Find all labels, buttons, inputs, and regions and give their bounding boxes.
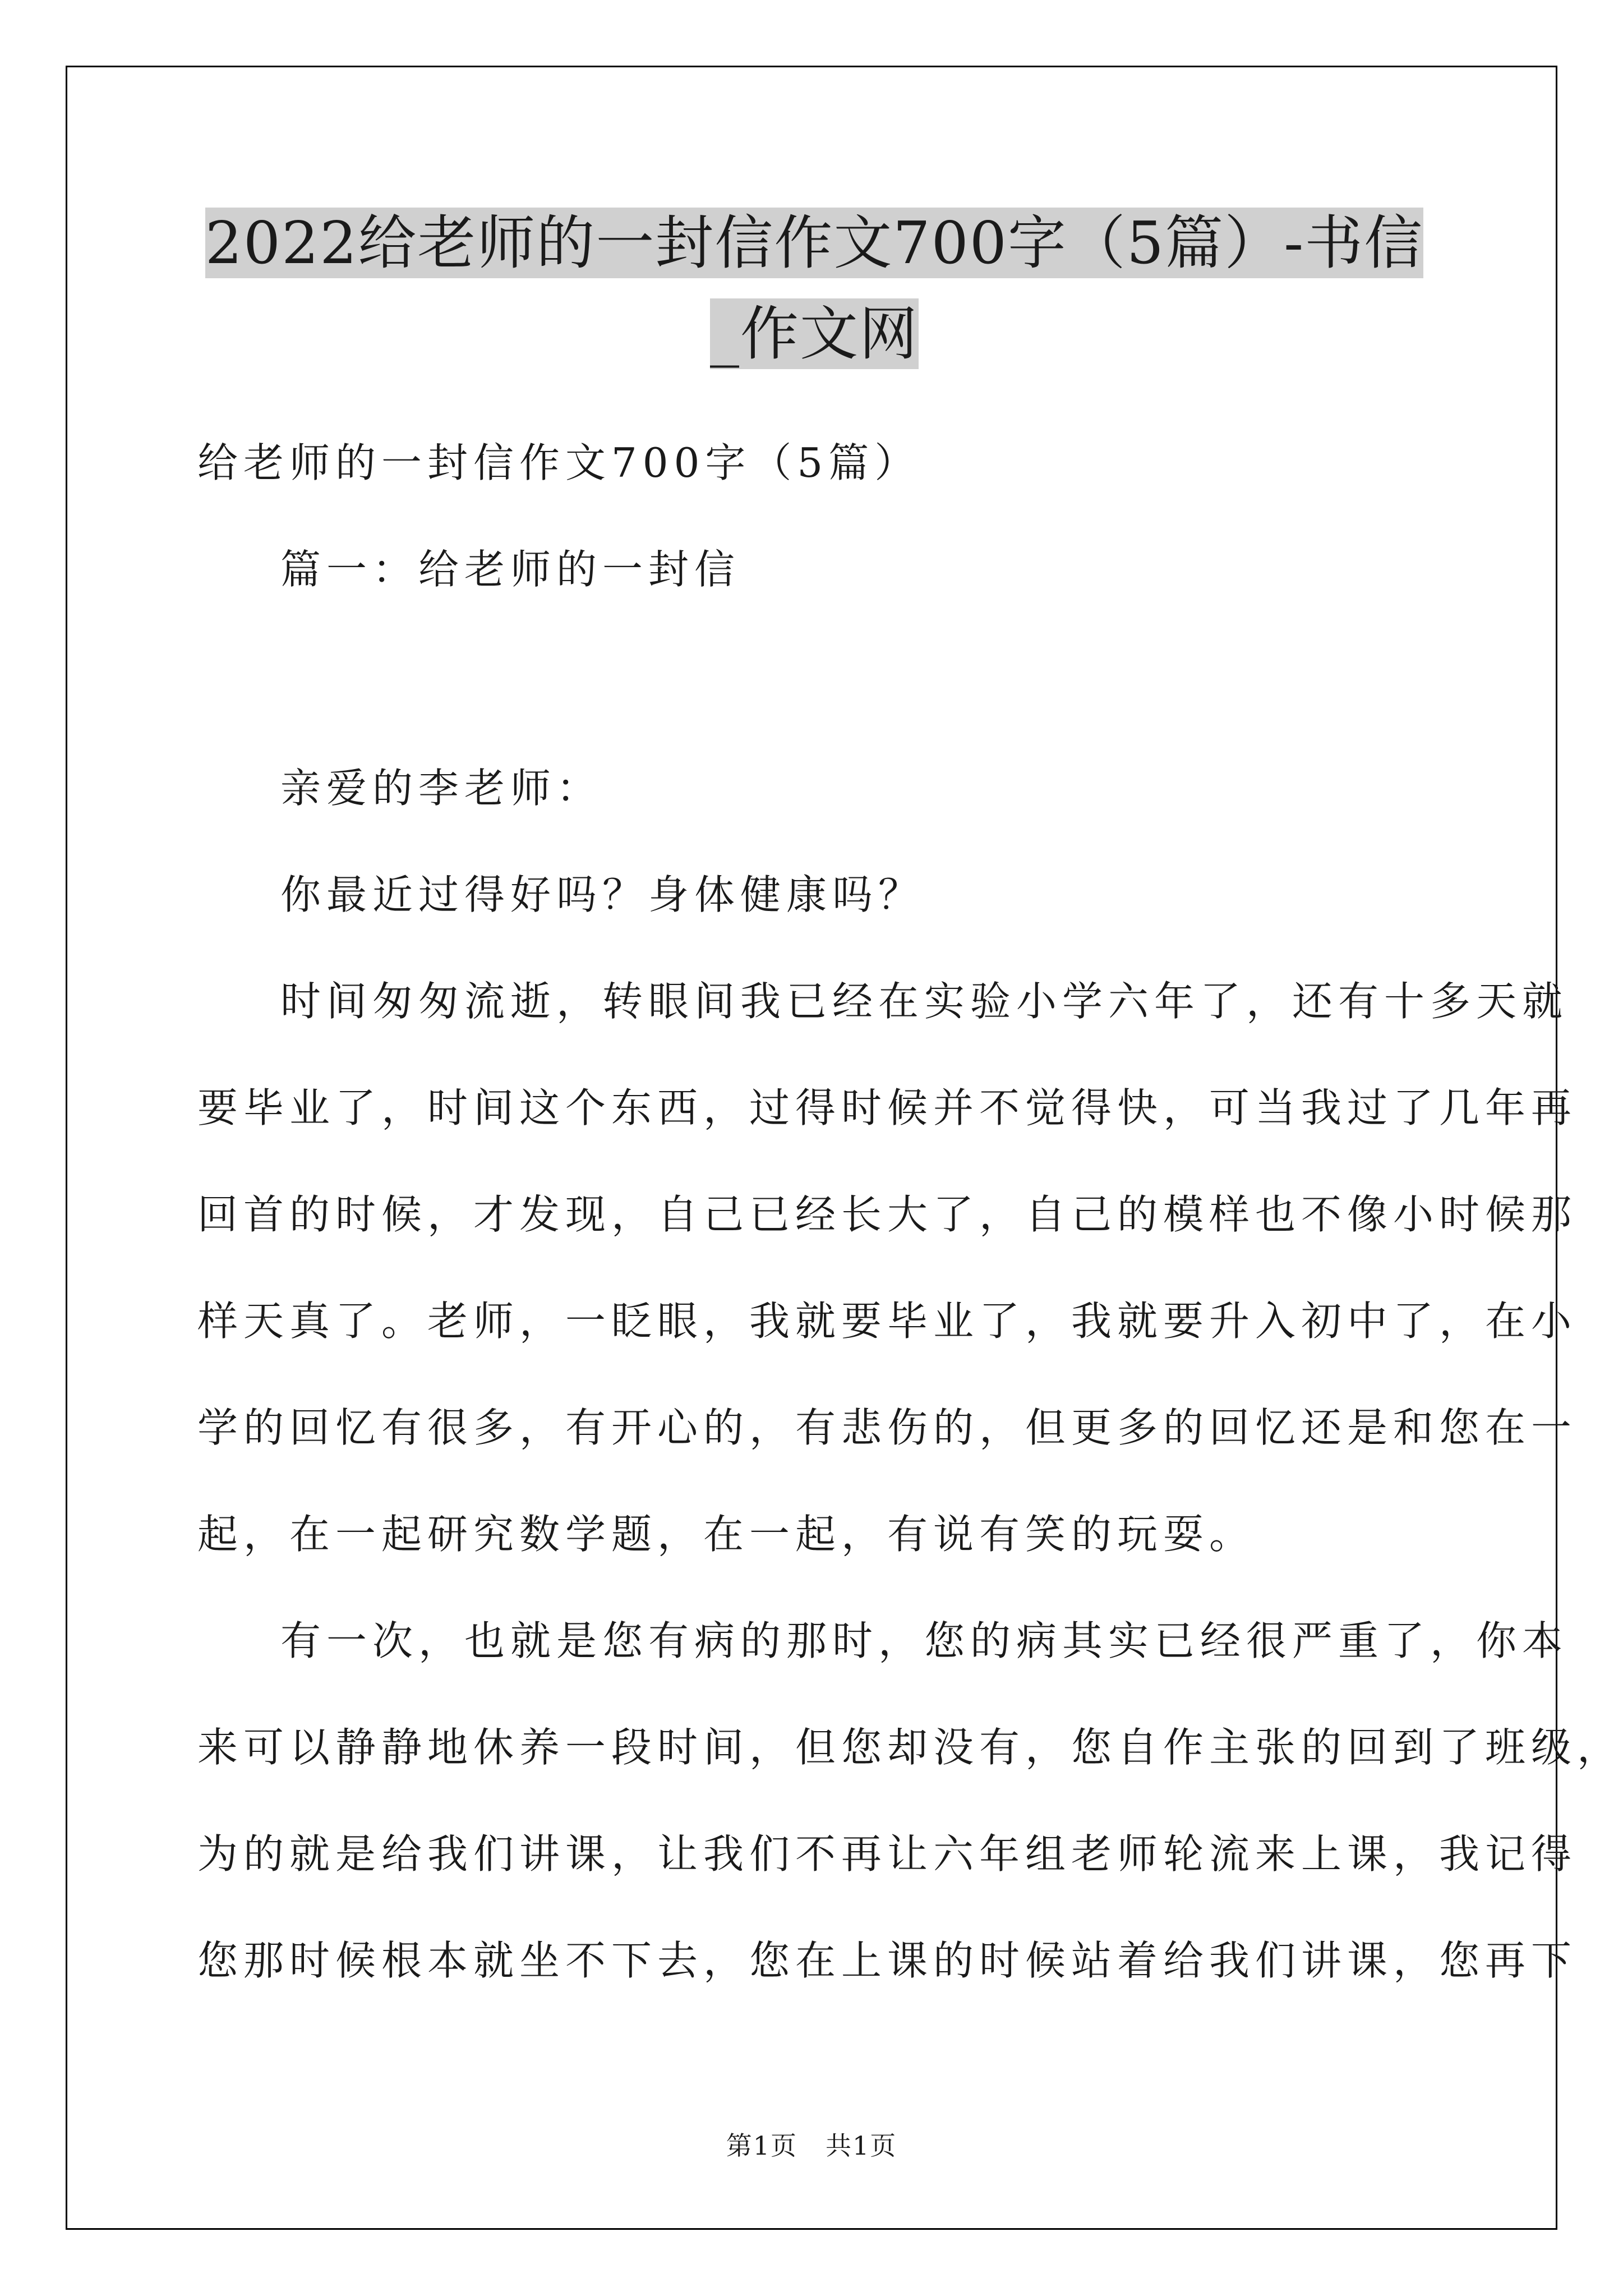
paragraph-line: 样天真了。老师，一眨眼，我就要毕业了，我就要升入初中了，在小 (197, 1297, 1578, 1345)
title-line-1: 2022给老师的一封信作文700字（5篇）-书信 (205, 209, 1424, 277)
page-border (66, 66, 1557, 2230)
section-heading: 篇一：给老师的一封信 (280, 546, 741, 593)
paragraph-line: 为的就是给我们讲课，让我们不再让六年组老师轮流来上课，我记得 (197, 1830, 1578, 1878)
paragraph-line: 有一次，也就是您有病的那时，您的病其实已经很严重了，你本 (280, 1617, 1569, 1664)
paragraph-line: 要毕业了，时间这个东西，过得时候并不觉得快，可当我过了几年再 (197, 1084, 1578, 1131)
page-total: 共1页 (826, 2131, 897, 2161)
paragraph-line: 来可以静静地休养一段时间，但您却没有，您自作主张的回到了班级， (197, 1724, 1623, 1771)
subtitle: 给老师的一封信作文700字（5篇） (197, 439, 921, 486)
page-footer (0, 2129, 1623, 2162)
salutation: 亲爱的李老师： (280, 765, 603, 812)
page-number: 第1页 (726, 2131, 797, 2161)
paragraph-line: 学的回忆有很多，有开心的，有悲伤的，但更多的回忆还是和您在一 (197, 1404, 1578, 1451)
paragraph-line: 您那时候根本就坐不下去，您在上课的时候站着给我们讲课，您再下 (197, 1937, 1578, 1984)
paragraph-line: 起，在一起研究数学题，在一起，有说有笑的玩耍。 (197, 1511, 1256, 1558)
document-title (197, 197, 1431, 379)
paragraph-line: 时间匆匆流逝，转眼间我已经在实验小学六年了，还有十多天就 (280, 978, 1569, 1025)
title-line-2: _作文网 (709, 300, 919, 368)
greeting: 你最近过得好吗？身体健康吗？ (280, 871, 925, 918)
paragraph-line: 回首的时候，才发现，自己已经长大了，自己的模样也不像小时候那 (197, 1191, 1578, 1238)
